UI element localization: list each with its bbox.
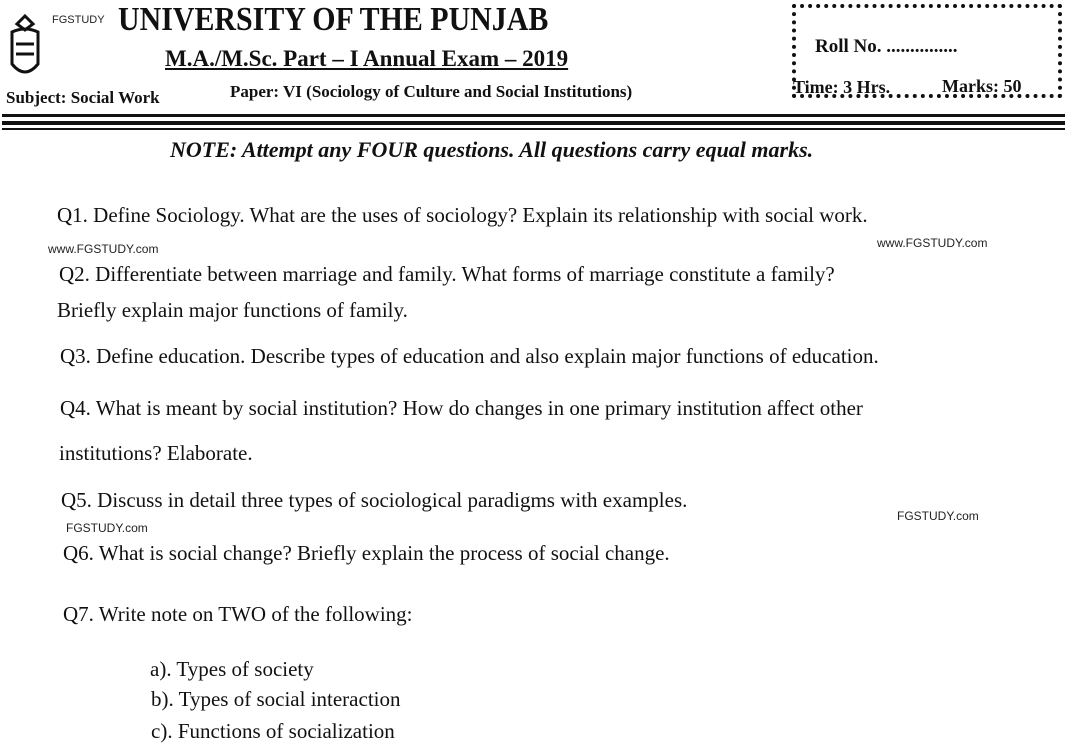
- sub-item-a: a). Types of society: [150, 657, 314, 681]
- question-4: Q4. What is meant by social institution? How do changes in one primary institution affect other: [60, 396, 863, 420]
- question-3: Q3. Define education. Describe types of education and also explain major functions of education.: [60, 344, 879, 368]
- subject-label: Subject: Social Work: [6, 88, 160, 107]
- sub-item-c: c). Functions of socialization: [151, 719, 395, 743]
- watermark: FGSTUDY.com: [66, 521, 148, 535]
- watermark: FGSTUDY.com: [897, 509, 979, 523]
- question-5: Q5. Discuss in detail three types of sociological paradigms with examples.: [61, 488, 688, 512]
- header-divider: [2, 128, 1065, 130]
- paper-label: Paper: VI (Sociology of Culture and Social Institutions): [230, 82, 633, 101]
- watermark: www.FGSTUDY.com: [48, 242, 159, 256]
- watermark: www.FGSTUDY.com: [877, 236, 988, 250]
- header-divider: [2, 114, 1065, 117]
- time-label: Time: 3 Hrs.: [793, 77, 891, 97]
- watermark-logo: FGSTUDY: [52, 14, 105, 26]
- question-6: Q6. What is social change? Briefly explain the process of social change.: [63, 541, 670, 565]
- exam-title: M.A./M.Sc. Part – I Annual Exam – 2019: [165, 46, 569, 71]
- question-7: Q7. Write note on TWO of the following:: [63, 602, 413, 626]
- question-2-cont: Briefly explain major functions of family.: [57, 298, 408, 322]
- marks-label: Marks: 50: [942, 76, 1022, 96]
- note: NOTE: Attempt any FOUR questions. All questions carry equal marks.: [170, 137, 814, 162]
- header-divider: [2, 121, 1065, 125]
- university-title: UNIVERSITY OF THE PUNJAB: [118, 1, 549, 38]
- university-crest-icon: [6, 14, 44, 84]
- sub-item-b: b). Types of social interaction: [151, 687, 401, 711]
- question-1: Q1. Define Sociology. What are the uses of sociology? Explain its relationship with social work.: [57, 203, 868, 227]
- question-4-cont: institutions? Elaborate.: [59, 441, 253, 465]
- roll-no-field[interactable]: Roll No. ...............: [815, 36, 958, 57]
- question-2: Q2. Differentiate between marriage and family. What forms of marriage constitute a family?: [59, 262, 835, 286]
